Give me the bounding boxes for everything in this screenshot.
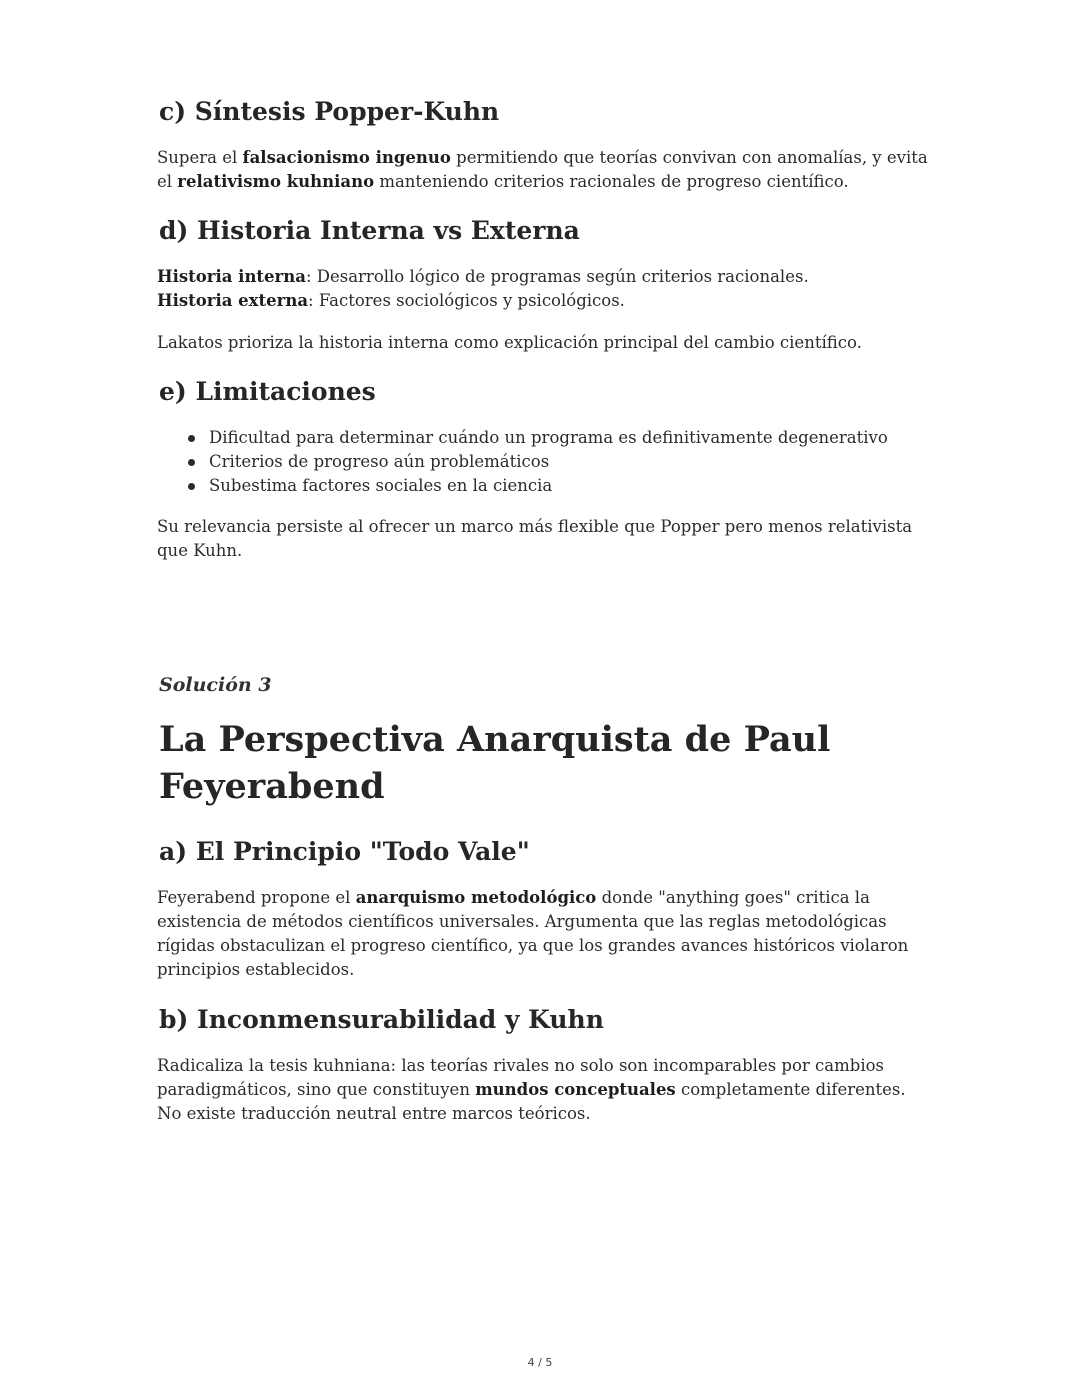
heading-todo-vale: a) El Principio "Todo Vale" (159, 837, 530, 866)
title-line: La Perspectiva Anarquista de Paul (159, 719, 831, 760)
paragraph-historia-defs (157, 265, 937, 313)
heading-historia: d) Historia Interna vs Externa (159, 216, 580, 245)
text: rígidas obstaculizan el progreso científico, ya que los grandes avances históricos violaron (157, 936, 909, 955)
bold-term: relativismo kuhniano (177, 172, 375, 191)
text: Feyerabend propone el (157, 888, 356, 907)
text: Su relevancia persiste al ofrecer un marco más flexible que Popper pero menos relativista (157, 517, 913, 536)
text: existencia de métodos científicos universales. Argumenta que las reglas metodológicas (157, 912, 887, 931)
paragraph-relevancia (157, 515, 937, 563)
paragraph-inconmensurabilidad (157, 1054, 937, 1126)
paragraph-todo-vale (157, 886, 937, 982)
paragraph-sintesis (157, 146, 937, 194)
list-item: Criterios de progreso aún problemáticos (157, 450, 937, 474)
text: : Factores sociológicos y psicológicos. (308, 291, 625, 310)
bold-term: Historia interna (157, 267, 306, 286)
page-title (159, 716, 919, 810)
text: principios establecidos. (157, 960, 355, 979)
text: No existe traducción neutral entre marcos teóricos. (157, 1104, 591, 1123)
heading-sintesis: c) Síntesis Popper-Kuhn (159, 97, 500, 126)
text: Radicaliza la tesis kuhniana: las teorías rivales no solo son incomparables por cambios (157, 1056, 884, 1075)
text: que Kuhn. (157, 541, 243, 560)
text: Supera el (157, 148, 243, 167)
heading-limitaciones: e) Limitaciones (159, 377, 376, 406)
list-item: Dificultad para determinar cuándo un programa es definitivamente degenerativo (157, 426, 937, 450)
text: donde "anything goes" critica la (596, 888, 870, 907)
page-number: 4 / 5 (527, 1356, 553, 1369)
bold-term: mundos conceptuales (475, 1080, 676, 1099)
text: permitiendo que teorías convivan con anomalías, y evita (450, 148, 928, 167)
title-line: Feyerabend (159, 766, 385, 807)
text: : Desarrollo lógico de programas según criterios racionales. (305, 267, 809, 286)
heading-inconmensurabilidad: b) Inconmensurabilidad y Kuhn (159, 1005, 604, 1034)
text: paradigmáticos, sino que constituyen (157, 1080, 476, 1099)
bold-term: anarquismo metodológico (355, 888, 597, 907)
text: manteniendo criterios racionales de progreso científico. (374, 172, 849, 191)
solution-label: Solución 3 (159, 674, 272, 696)
text: completamente diferentes. (675, 1080, 906, 1099)
limitations-list (157, 426, 937, 498)
paragraph-lakatos: Lakatos prioriza la historia interna como explicación principal del cambio científico. (157, 333, 862, 352)
bold-term: falsacionismo ingenuo (242, 148, 451, 167)
text: el (157, 172, 178, 191)
list-item: Subestima factores sociales en la ciencia (157, 474, 937, 498)
bold-term: Historia externa (157, 291, 309, 310)
